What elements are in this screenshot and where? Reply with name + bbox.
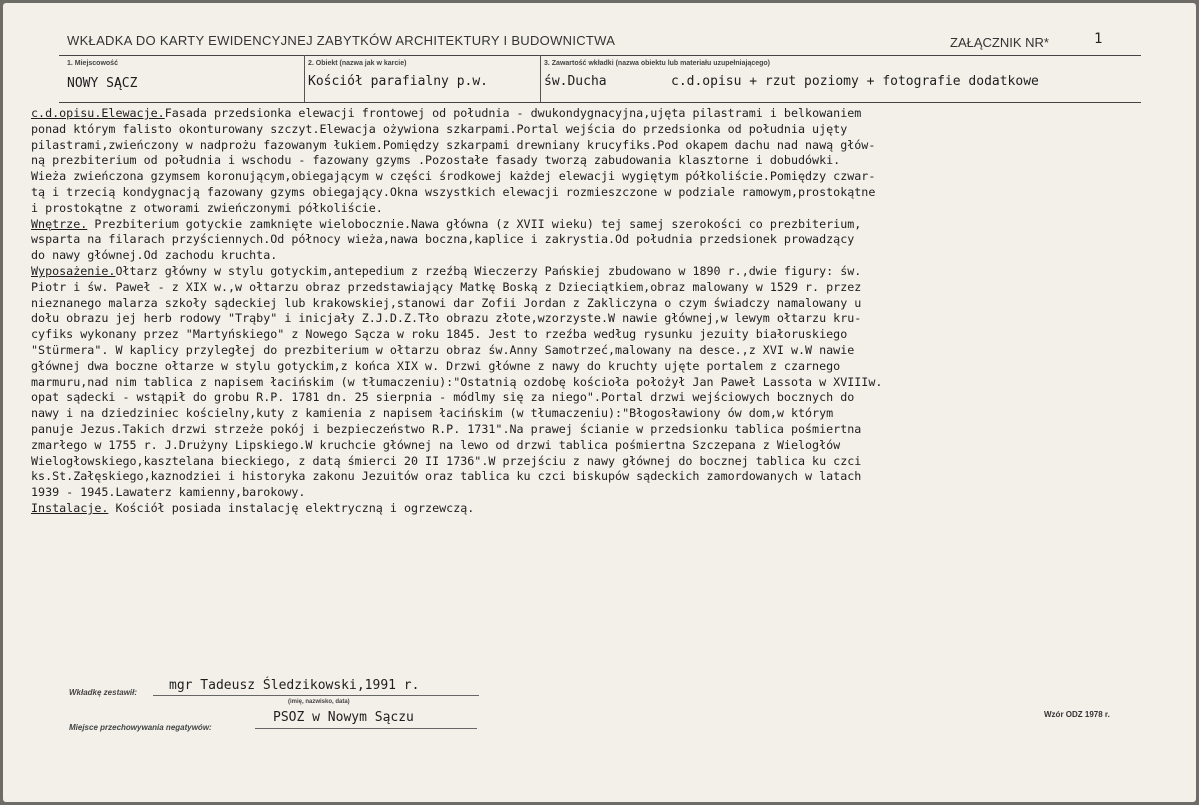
- body-line: [31, 359, 1196, 375]
- body-line: [31, 232, 1196, 248]
- body-text-segment: Wielogłowskiego,kasztelana bieckiego, z datą śmierci 20 II 1736".W przejściu z nawy głównej do bocznej tablica ku czci: [31, 453, 862, 468]
- storage-value: PSOZ w Nowym Sączu: [273, 710, 414, 725]
- compiled-by-rule: [153, 695, 479, 696]
- body-line: [31, 264, 1196, 280]
- description-body: [31, 106, 1196, 517]
- storage-rule: [255, 728, 477, 729]
- body-text-segment: dołu obrazu jej herb rodowy "Trąby" i inicjały Z.J.D.Z.Tło obrazu złote,wzorzyste.W nawie głównej,w lewym ołtarzu kru-: [31, 311, 862, 326]
- body-text-segment: pilastrami,zwieńczony w nadprożu fazowanym łukiem.Pomiędzy szkarpami drewniany krucyfiks.Pod okapem dachu nad nawą głów-: [31, 137, 876, 152]
- object-value: Kościół parafialny p.w.: [308, 74, 489, 89]
- field-divider-1: [304, 55, 305, 102]
- form-code: Wzór ODZ 1978 r.: [1044, 710, 1110, 719]
- body-line: [31, 469, 1196, 485]
- body-text-segment: Kościół posiada instalację elektryczną i ogrzewczą.: [108, 500, 475, 515]
- content-description: c.d.opisu + rzut poziomy + fotografie dodatkowe: [671, 74, 1039, 89]
- body-text-segment: ks.St.Załęskiego,kaznodziei i historyka zakonu Jezuitów oraz tablica ku czci biskupów sądeckich zamordowanych w latach: [31, 469, 862, 484]
- body-line: [31, 106, 1196, 122]
- body-text-segment: panuje Jezus.Takich drzwi strzeże pokój i bezpieczeństwo R.P. 1731".Na prawej ścianie w przedsionku tablica pośmiertna: [31, 421, 862, 436]
- section-heading: Instalacje.: [31, 500, 109, 515]
- body-text-segment: do nawy głównej.Od zachodu kruchta.: [31, 248, 278, 263]
- body-line: [31, 501, 1196, 517]
- body-text-segment: Ołtarz główny w stylu gotyckim,antepedium z rzeźbą Wieczerzy Pańskiej zbudowano w 1890 r.,dwie figury: św.: [115, 263, 862, 278]
- body-text-segment: ną prezbiterium od południa i wschodu - fazowany gzyms .Pozostałe fasady tworzą zabudowania klasztorne i dobudówki.: [31, 153, 841, 168]
- body-text-segment: nieznanego malarza szkoły sądeckiej lub krakowskiej,stanowi dar Zofii Jordan z Zakliczyna o czym świadczy namalowany u: [31, 295, 862, 310]
- body-text-segment: głównej dwa boczne ołtarze w stylu gotyckim,z końca XIX w. Drzwi główne z nawy do kruchty ujęte portalem z czarnego: [31, 358, 841, 373]
- header-bottom-rule: [59, 102, 1141, 103]
- body-text-segment: "Stürmera". W kaplicy przyległej do prezbiterium w ołtarzu obraz św.Anny Samotrzeć,malowany na desce.,z XVI w.W nawie: [31, 342, 855, 357]
- body-text-segment: 1939 - 1945.Lawaterz kamienny,barokowy.: [31, 485, 306, 500]
- section-heading: Elewacje.: [101, 106, 165, 120]
- body-line: [31, 296, 1196, 312]
- body-text-segment: opat sądecki - wstąpił do grobu R.P. 1781 dn. 25 sierpnia - módlmy się za niego".Portal drzwi wejściowych bocznych do: [31, 390, 855, 405]
- body-line: [31, 454, 1196, 470]
- body-text-segment: ponad którym falisto okonturowany szczyt.Elewacja ożywiona szkarpami.Portal wejścia do przedsionka od południa ujęty: [31, 121, 848, 136]
- header-top-rule: [59, 55, 1141, 56]
- body-text-segment: Prezbiterium gotyckie zamknięte wielobocznie.Nawa główna (z XVII wieku) tej samej szerokości co prezbiterium,: [87, 216, 862, 231]
- document-title: WKŁADKA DO KARTY EWIDENCYJNEJ ZABYTKÓW ARCHITEKTURY I BUDOWNICTWA: [67, 33, 616, 48]
- locality-value: NOWY SĄCZ: [67, 76, 138, 91]
- body-text-segment: wsparta na filarach przyściennych.Od północy wieża,nawa boczna,kaplice i zakrystia.Od południa przedsionek prowadzący: [31, 232, 855, 247]
- body-line: [31, 248, 1196, 264]
- body-text-segment: i prostokątne z otworami zwieńczonymi półkoliście.: [31, 200, 383, 215]
- body-line: [31, 280, 1196, 296]
- body-line: [31, 406, 1196, 422]
- body-line: [31, 327, 1196, 343]
- compiled-by-label: Wkładkę zestawił:: [69, 688, 138, 697]
- body-text-segment: marmuru,nad nim tablica z napisem łacińskim (w tłumaczeniu):"Ostatnią ozdobę kościoła położył Jan Paweł Lassota w XVIIIw.: [31, 374, 883, 389]
- body-text-segment: tą i trzecią kondygnacją fazowany gzyms obiegający.Okna wszystkich elewacji rozmieszczone w podziale ramowym,prostokątne: [31, 184, 876, 199]
- section-heading: c.d.opisu.: [31, 106, 102, 120]
- body-line: [31, 217, 1196, 233]
- body-line: [31, 390, 1196, 406]
- body-line: [31, 485, 1196, 501]
- body-line: [31, 343, 1196, 359]
- body-text-segment: zmarłego w 1755 r. J.Drużyny Lipskiego.W kruchcie głównej na lewo od drzwi tablica pośmiertna Szczepana z Wielogłów: [31, 437, 841, 452]
- locality-label: 1. Miejscowość: [67, 60, 118, 67]
- body-line: [31, 422, 1196, 438]
- object-label: 2. Obiekt (nazwa jak w karcie): [308, 60, 407, 67]
- body-line: [31, 153, 1196, 169]
- compiled-by-value: mgr Tadeusz Śledzikowski,1991 r.: [169, 678, 420, 693]
- attachment-number: 1: [1094, 31, 1103, 47]
- content-object-name: św.Ducha: [544, 74, 607, 89]
- body-text-segment: Fasada przedsionka elewacji frontowej od południa - dwukondygnacyjna,ujęta pilastrami i belkowaniem: [164, 106, 862, 120]
- section-heading: Wnętrze.: [31, 216, 88, 231]
- body-text-segment: Wieża zwieńczona gzymsem koronującym,obiegającym w części środkowej każdej elewacji wygiętym półkoliście.Pomiędzy czwar-: [31, 169, 876, 184]
- body-line: [31, 201, 1196, 217]
- body-line: [31, 438, 1196, 454]
- body-text-segment: Piotr i św. Paweł - z XIX w.,w ołtarzu obraz przedstawiający Matkę Boską z Dzieciątkiem,obraz malowany w 1529 r. przez: [31, 279, 862, 294]
- body-line: [31, 311, 1196, 327]
- body-text-segment: nawy i na dziedziniec kościelny,kuty z kamienia z napisem łacińskim (w tłumaczeniu):"Błogosławiony ów dom,w którym: [31, 406, 834, 421]
- body-line: [31, 375, 1196, 391]
- attachment-label: ZAŁĄCZNIK NR*: [950, 35, 1049, 50]
- body-line: [31, 122, 1196, 138]
- body-line: [31, 138, 1196, 154]
- compiled-by-hint: (imię, nazwisko, data): [288, 699, 350, 705]
- body-line: [31, 185, 1196, 201]
- body-line: [31, 169, 1196, 185]
- body-text-segment: cyfiks wykonany przez "Martyńskiego" z Nowego Sącza w roku 1845. Jest to rzeźba według rysunku jezuity białoruskiego: [31, 327, 848, 342]
- field-divider-2: [540, 55, 541, 102]
- document-sheet: [3, 3, 1196, 802]
- content-label: 3. Zawartość wkładki (nazwa obiektu lub materiału uzupełniającego): [544, 60, 770, 67]
- section-heading: Wyposażenie.: [31, 263, 116, 278]
- storage-label: Miejsce przechowywania negatywów:: [69, 723, 212, 732]
